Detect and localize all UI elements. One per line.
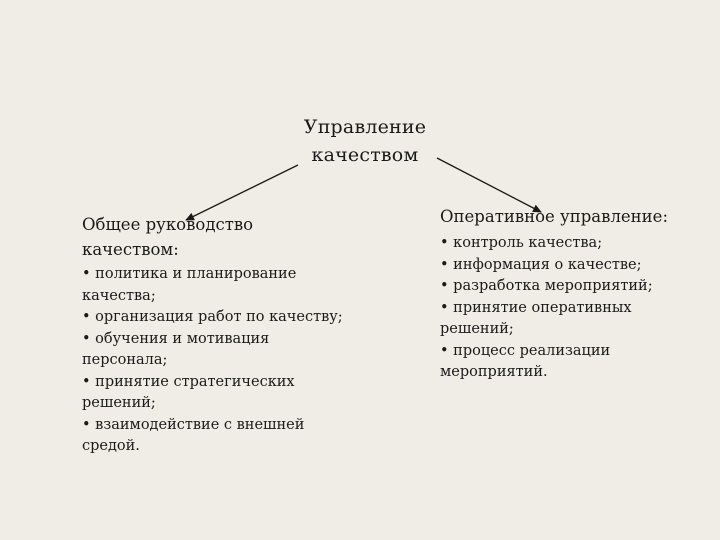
list-item: • принятие оперативных решений; bbox=[440, 298, 700, 341]
root-node-title bbox=[280, 113, 450, 169]
left-branch-list bbox=[82, 264, 352, 458]
list-item: • обучения и мотивация персонала; bbox=[82, 329, 352, 372]
right-branch-list bbox=[440, 233, 700, 384]
list-item: • организация работ по качеству; bbox=[82, 307, 352, 329]
right-branch bbox=[440, 204, 700, 384]
list-item: • политика и планирование качества; bbox=[82, 264, 352, 307]
left-branch-title: Общее руководство качеством: bbox=[82, 215, 254, 259]
root-title-line-1: Управление bbox=[303, 116, 427, 138]
list-item: • принятие стратегических решений; bbox=[82, 372, 352, 415]
list-item: • разработка мероприятий; bbox=[440, 276, 700, 298]
left-branch bbox=[82, 212, 352, 458]
list-item: • взаимодействие с внешней средой. bbox=[82, 415, 352, 458]
list-item: • процесс реализации мероприятий. bbox=[440, 341, 700, 384]
root-title-line-2: качеством bbox=[311, 144, 419, 166]
list-item: • информация о качестве; bbox=[440, 255, 700, 277]
list-item: • контроль качества; bbox=[440, 233, 700, 255]
right-branch-title: Оперативное управление: bbox=[440, 207, 669, 226]
